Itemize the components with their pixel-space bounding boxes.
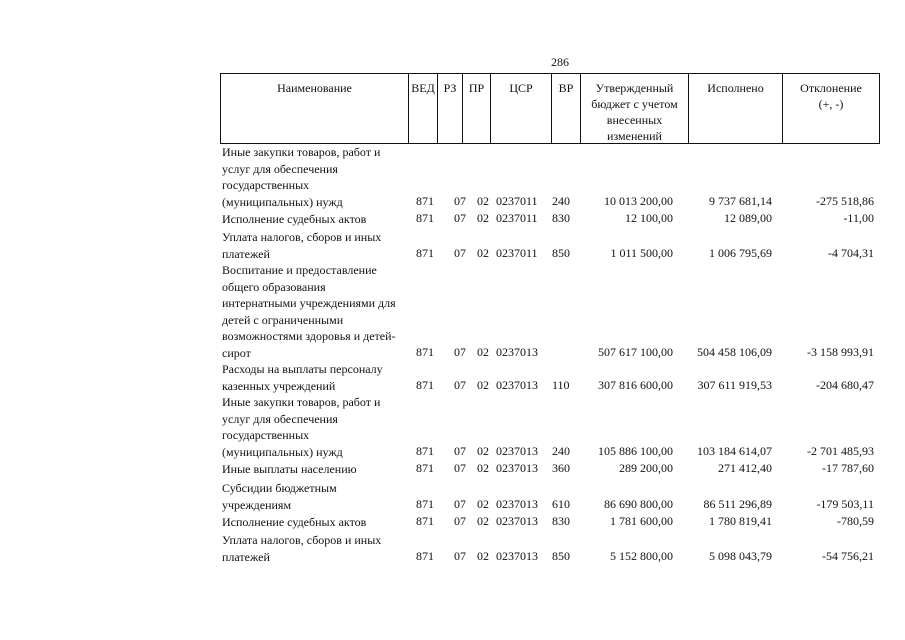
- row-name: Воспитание и предоставление общего образования интернатными учреждениями для детей с ограниченными возможностями здоровья и детей-сирот: [222, 263, 396, 360]
- table-row: [220, 513, 880, 530]
- row-approved: 1 781 600,00: [610, 514, 673, 528]
- row-ved: 871: [416, 514, 434, 528]
- row-pr: 02: [477, 194, 489, 208]
- header-rz: РЗ: [437, 74, 462, 143]
- row-csr: 0237013: [496, 461, 538, 475]
- row-pr: 02: [477, 211, 489, 225]
- row-deviation: -11,00: [843, 211, 874, 225]
- row-executed: 1 006 795,69: [709, 246, 772, 260]
- header-csr: ЦСР: [490, 74, 551, 143]
- row-approved: 12 100,00: [625, 211, 673, 225]
- row-ved: 871: [416, 549, 434, 563]
- table-row: [220, 394, 880, 460]
- row-pr: 02: [477, 549, 489, 563]
- row-executed: 12 089,00: [724, 211, 772, 225]
- row-deviation: -17 787,60: [822, 461, 874, 475]
- table-header: [220, 73, 880, 144]
- row-vr: 610: [552, 497, 570, 511]
- row-executed: 5 098 043,79: [709, 549, 772, 563]
- row-pr: 02: [477, 461, 489, 475]
- row-approved: 10 013 200,00: [604, 194, 673, 208]
- row-pr: 02: [477, 345, 489, 359]
- row-deviation: -204 680,47: [816, 378, 874, 392]
- row-name: Уплата налогов, сборов и иных платежей: [222, 533, 382, 564]
- row-executed: 103 184 614,07: [697, 444, 772, 458]
- row-deviation: -54 756,21: [822, 549, 874, 563]
- row-csr: 0237013: [496, 378, 538, 392]
- row-csr: 0237013: [496, 549, 538, 563]
- row-rz: 07: [454, 378, 466, 392]
- row-vr: 110: [552, 378, 570, 392]
- row-executed: 1 780 819,41: [709, 514, 772, 528]
- row-name: Исполнение судебных актов: [222, 211, 367, 226]
- row-name: Уплата налогов, сборов и иных платежей: [222, 230, 382, 261]
- row-csr: 0237013: [496, 514, 538, 528]
- table-row: [220, 532, 880, 565]
- row-vr: 240: [552, 444, 570, 458]
- row-ved: 871: [416, 194, 434, 208]
- row-ved: 871: [416, 497, 434, 511]
- row-vr: 850: [552, 246, 570, 260]
- row-csr: 0237013: [496, 497, 538, 511]
- row-pr: 02: [477, 514, 489, 528]
- row-rz: 07: [454, 345, 466, 359]
- table-row: [220, 361, 880, 394]
- header-name: Наименование: [277, 81, 352, 95]
- table-row: [220, 460, 880, 477]
- row-approved: 5 152 800,00: [610, 549, 673, 563]
- page-number: 286: [551, 55, 569, 69]
- row-executed: 504 458 106,09: [697, 345, 772, 359]
- row-name: Иные закупки товаров, работ и услуг для обеспечения государственных (муниципальных) нужд: [222, 395, 381, 459]
- row-rz: 07: [454, 246, 466, 260]
- row-name: Иные закупки товаров, работ и услуг для обеспечения государственных (муниципальных) нужд: [222, 145, 381, 209]
- row-executed: 86 511 296,89: [703, 497, 772, 511]
- row-csr: 0237011: [496, 211, 538, 225]
- row-pr: 02: [477, 378, 489, 392]
- header-executed: Исполнено: [688, 74, 782, 143]
- row-executed: 271 412,40: [718, 461, 772, 475]
- row-deviation: -2 701 485,93: [807, 444, 874, 458]
- row-name: Субсидии бюджетным учреждениям: [222, 481, 337, 512]
- table-row: [220, 262, 880, 361]
- row-ved: 871: [416, 444, 434, 458]
- row-rz: 07: [454, 497, 466, 511]
- row-approved: 507 617 100,00: [598, 345, 673, 359]
- header-approved: Утвержденный бюджет с учетом внесенных изменений: [580, 74, 688, 143]
- header-pr: ПР: [462, 74, 490, 143]
- row-csr: 0237013: [496, 345, 538, 359]
- row-pr: 02: [477, 246, 489, 260]
- row-rz: 07: [454, 211, 466, 225]
- row-name: Расходы на выплаты персоналу казенных учреждений: [222, 362, 383, 393]
- row-executed: 307 611 919,53: [697, 378, 772, 392]
- row-deviation: -4 704,31: [828, 246, 874, 260]
- row-approved: 86 690 800,00: [604, 497, 673, 511]
- table-row: [220, 229, 880, 262]
- row-rz: 07: [454, 549, 466, 563]
- row-vr: 830: [552, 514, 570, 528]
- row-ved: 871: [416, 378, 434, 392]
- row-ved: 871: [416, 211, 434, 225]
- row-vr: 830: [552, 211, 570, 225]
- row-executed: 9 737 681,14: [709, 194, 772, 208]
- row-deviation: -275 518,86: [816, 194, 874, 208]
- header-vr: ВР: [551, 74, 580, 143]
- row-deviation: -179 503,11: [816, 497, 874, 511]
- table-row: [220, 145, 880, 210]
- row-rz: 07: [454, 514, 466, 528]
- header-deviation: Отклонение (+, -): [782, 74, 879, 143]
- table-row: [220, 480, 880, 513]
- row-approved: 1 011 500,00: [610, 246, 673, 260]
- row-csr: 0237011: [496, 194, 538, 208]
- row-pr: 02: [477, 497, 489, 511]
- row-rz: 07: [454, 461, 466, 475]
- row-ved: 871: [416, 246, 434, 260]
- row-ved: 871: [416, 345, 434, 359]
- row-approved: 289 200,00: [619, 461, 673, 475]
- row-vr: 360: [552, 461, 570, 475]
- row-pr: 02: [477, 444, 489, 458]
- row-vr: 850: [552, 549, 570, 563]
- row-approved: 307 816 600,00: [598, 378, 673, 392]
- row-name: Иные выплаты населению: [222, 461, 357, 476]
- row-deviation: -3 158 993,91: [807, 345, 874, 359]
- table-row: [220, 210, 880, 227]
- row-csr: 0237013: [496, 444, 538, 458]
- header-ved: ВЕД: [408, 74, 437, 143]
- row-vr: 240: [552, 194, 570, 208]
- row-rz: 07: [454, 444, 466, 458]
- row-approved: 105 886 100,00: [598, 444, 673, 458]
- row-ved: 871: [416, 461, 434, 475]
- row-rz: 07: [454, 194, 466, 208]
- row-name: Исполнение судебных актов: [222, 514, 367, 529]
- row-deviation: -780,59: [837, 514, 874, 528]
- row-csr: 0237011: [496, 246, 538, 260]
